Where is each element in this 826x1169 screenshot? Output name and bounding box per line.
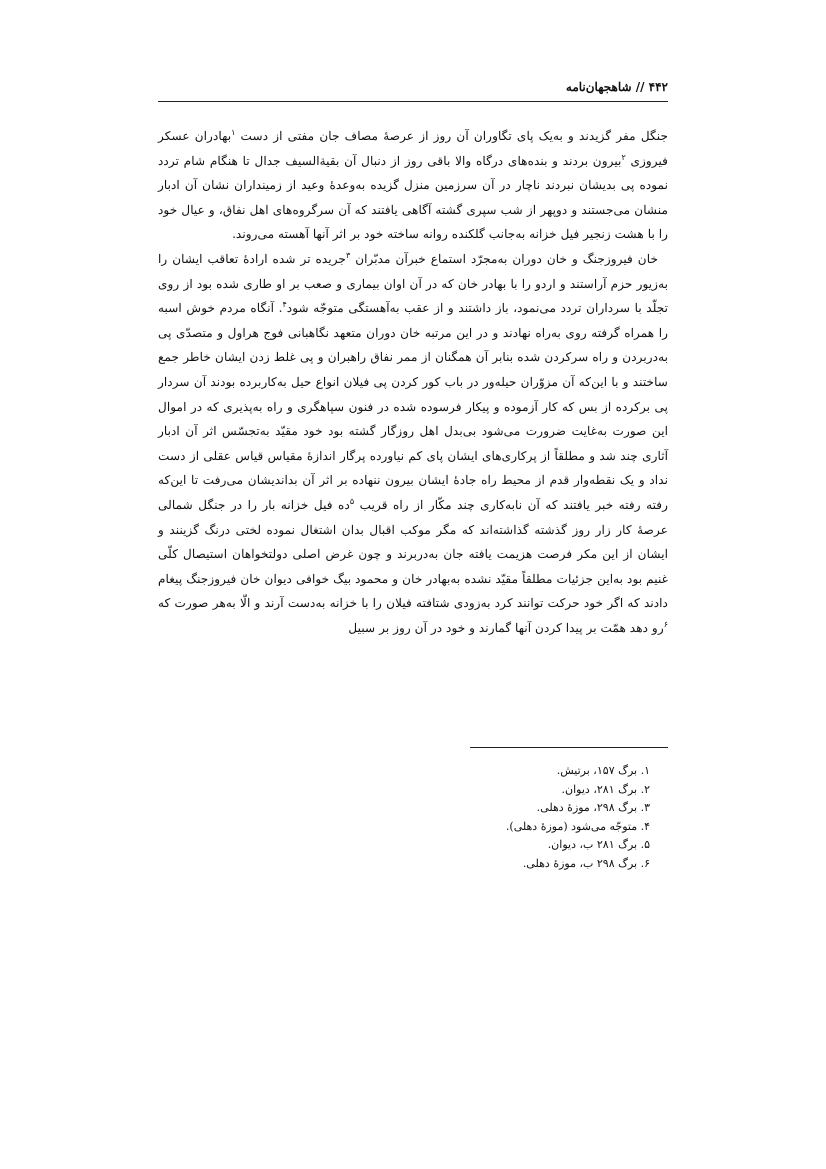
footnote-item: ۲. برگ ۲۸۱، دیوان. bbox=[561, 782, 650, 796]
footnote-item: ۱. برگ ۱۵۷، برتیش. bbox=[556, 764, 650, 777]
footnote-item: ۳. برگ ۲۹۸، موزهٔ دهلی. bbox=[536, 801, 650, 815]
text-run: ده فیل خزانه بار را در جنگل شمالی عرصهٔ کار زار روز گذشته گذاشته‌اند که مگر موکب اقبال بدان اشتغال نموده لختی درنگ گزینند و ایشان از این مکر فرصت هزیمت یافته جان به‌دربرند و چون غرض اصلی دولتخواهان استیصال کلّی غنیم بود به‌این جزئیات مطلقاً مقیّد نشده به‌بهادر خان و محمود بیگ خوافی دیوان خان فیروزجنگ پیغام دادند که اگر خود حرکت توانند کرد به‌زودی شتافته فیلان را با خزانه به‌دست آرند و الّا به‌هر صورت که bbox=[158, 497, 668, 611]
text-run: بهادران عسکر فیروزی bbox=[158, 129, 668, 168]
footnote-marker-3: ۳ bbox=[345, 250, 351, 260]
text-run: . آنگاه مردم خوش اسبه را همراه گرفته روی به‌راه نهادند و در این مرتبه خان دوران متعهد نگاهبانی فوج هراول و متصدّی پی به‌دربردن و راه سرکردن شده بنابر آن همگنان از ممر نفاق راهبران و پی غلط زدن ایشان خاطر جمع ساختند و با این‌که آن مزوّران حیله‌ور در باب کور کردن پی فیلان انواع حیل به‌کاربرده بودند آن سردار پی برکرده از بس که کار آزموده و پیکار فرسوده شده در فنون سپاهگری و راه به‌پذیری که در اموال این صورت به‌غایت ضرورت می‌شود بی‌بدل اهل روزگار گشته بود خود مقیّد به‌تجسّس اثر آن ادبار آثاری چند شد و مطلقاً از پرکاری‌های ایشان پای کم نیاورده پرگار اندازهٔ مقیاس قیاس عقلی از دست نداد و یک نقطه‌وار قدم از محیط راه جادهٔ ایشان بیرون ننهاده بر اثر آن بداندیشان می‌رفت تا این‌که رفته رفته خبر یافتند که آن نابه‌کاری چند مکّار از راه قریب bbox=[158, 301, 669, 512]
running-header bbox=[158, 76, 668, 98]
header-rule bbox=[158, 101, 668, 102]
paragraph-2 bbox=[158, 247, 668, 641]
text-run: جریده تر شده ارادهٔ تعاقب ایشان را به‌زیور حزم آراستند و اردو را با بهادر خان که در آن اوان بیماری و صعب بر او طاری شده بود از روی تجلّد با سرداران تردد می‌نمود، باز داشتند و از عقب به‌آهستگی متوجّه شود bbox=[158, 251, 668, 316]
text-run: جنگل مفر گزیدند و به‌یک پای تگاوران آن روز از عرصهٔ مصاف جان مفتی از دست bbox=[235, 129, 668, 143]
main-text bbox=[158, 124, 668, 640]
footnote-rule bbox=[470, 747, 668, 748]
text-run: بیرون بردند و بنده‌های درگاه والا باقی روز از دنبال آن بقیةالسیف جدال تا هنگام شام تردد نموده پی بدیشان نبردند ناچار در آن سرزمین منزل گزیده به‌وعدهٔ وعید از زمینداران نشان آن ادبار منشان می‌جستند و دوپهر از شب سپری گشته آگاهی یافتند که آن سرگروه‌های اهل نفاق، و عیال خود را با هشت زنجیر فیل خزانه به‌جانب گلکنده روانه ساخته خود بر اثر آنها آهسته می‌روند. bbox=[158, 153, 668, 242]
footnote-marker-2: ۲ bbox=[621, 152, 626, 162]
running-title: ۴۴۲ // شاهجهان‌نامه bbox=[565, 80, 668, 94]
footnote-marker-1: ۱ bbox=[231, 127, 236, 137]
footnotes bbox=[400, 762, 668, 874]
footnote-item: ۵. برگ ۲۸۱ ب، دیوان. bbox=[547, 838, 650, 852]
text-run: خان فیروزجنگ و خان دوران به‌مجرّد استماع خبرآن مدبّران bbox=[350, 251, 659, 266]
footnote-marker-4: ۴ bbox=[282, 300, 287, 310]
paragraph-1 bbox=[158, 124, 668, 247]
footnote-marker-5: ۵ bbox=[349, 496, 355, 506]
footnote-item: ۴. متوجّه می‌شود (موزهٔ دهلی). bbox=[505, 819, 650, 833]
footnote-marker-6: ۶ bbox=[663, 619, 668, 629]
footnote-item: ۶. برگ ۲۹۸ ب، موزهٔ دهلی. bbox=[522, 856, 650, 870]
text-run: رو دهد همّت بر پیدا کردن آنها گمارند و خود در آن روز بر سبیل bbox=[348, 620, 664, 635]
